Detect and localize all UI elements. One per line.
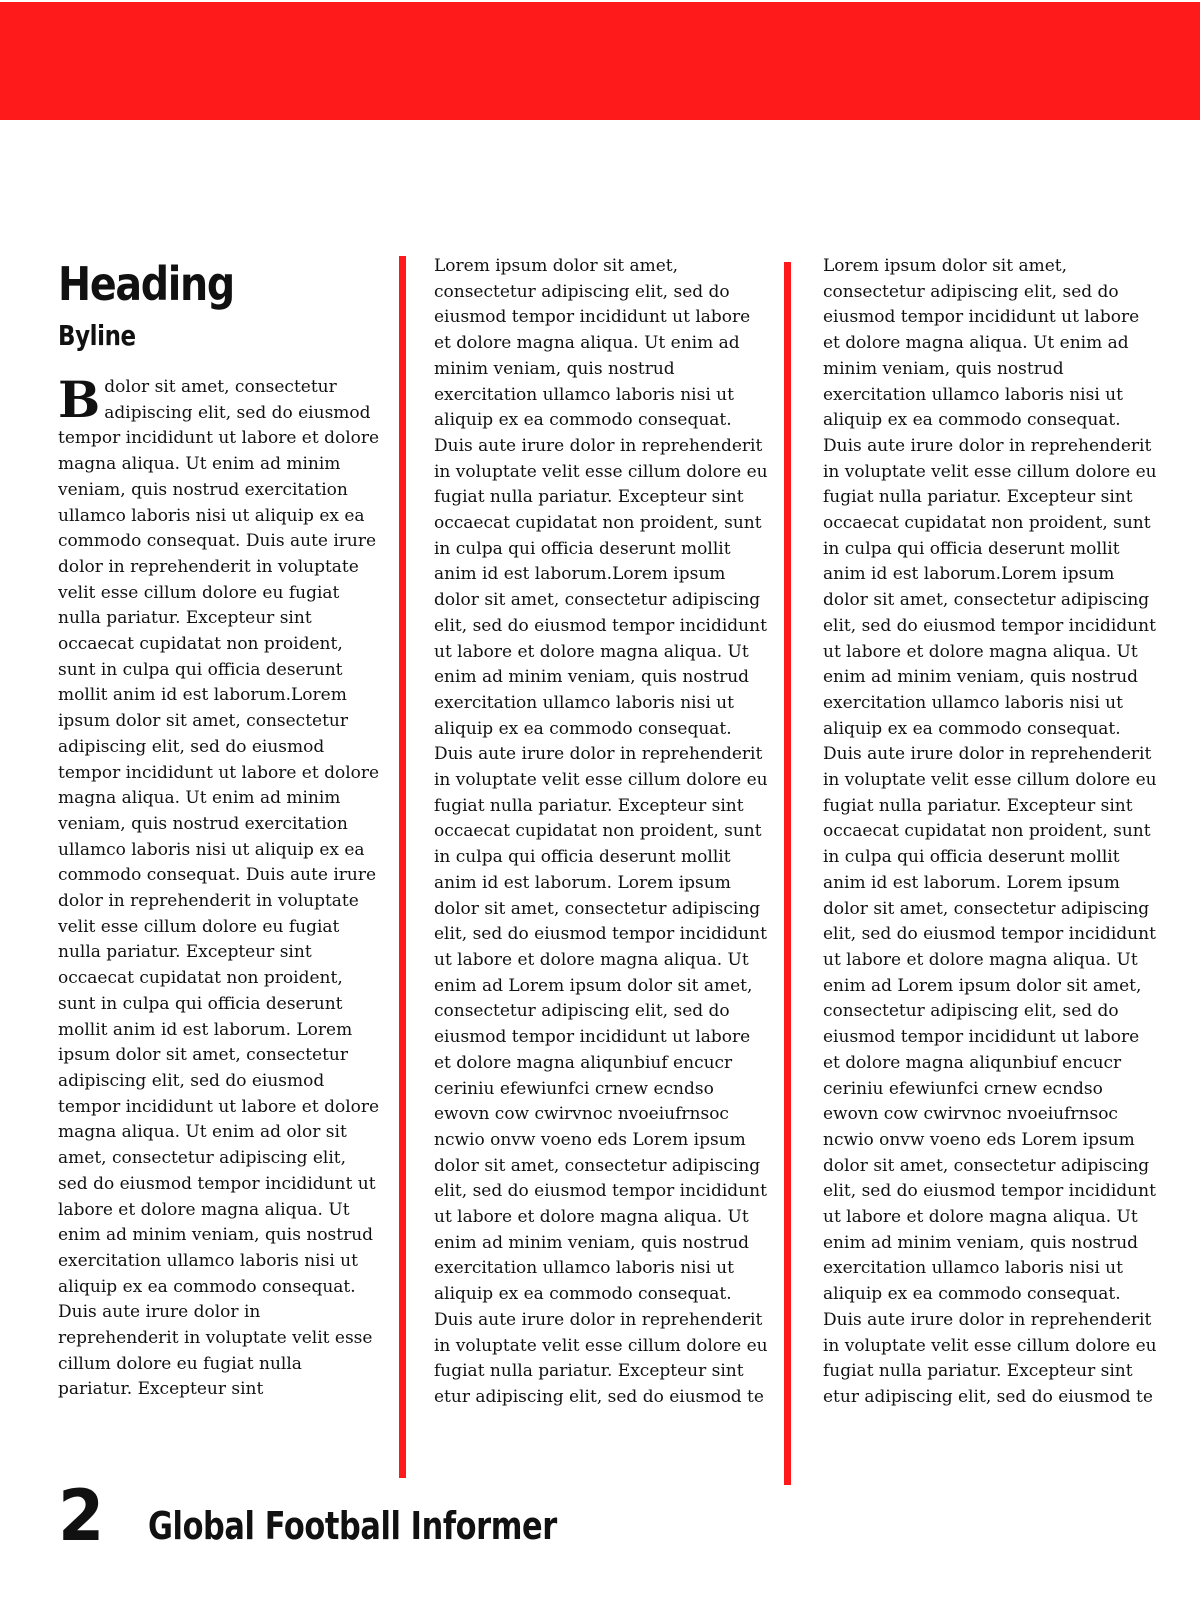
column-divider-1 [399, 256, 406, 1478]
top-banner [0, 2, 1200, 120]
article-column-1 [58, 375, 380, 1491]
page-number: 2 [58, 1475, 105, 1557]
publication-name: Global Football Informer [148, 1504, 557, 1548]
column-1-text: dolor sit amet, consectetur adipiscing elit, sed do eiusmod tempor incididunt ut labore et dolore magna aliqua. Ut enim ad minim veniam, quis nostrud exercitation ullamco laboris nisi ut aliquip ex ea commodo consequat. Duis aute irure dolor in reprehenderit in voluptate velit esse cillum dolore eu fugiat nulla pariatur. Excepteur sint occaecat cupidatat non proident, sunt in culpa qui officia deserunt mollit anim id est laborum.Lorem ipsum dolor sit amet, consectetur adipiscing elit, sed do eiusmod tempor incididunt ut labore et dolore magna aliqua. Ut enim ad minim veniam, quis nostrud exercitation ullamco laboris nisi ut aliquip ex ea commodo consequat. Duis aute irure dolor in reprehenderit in voluptate velit esse cillum dolore eu fugiat nulla pariatur. Excepteur sint occaecat cupidatat non proident, sunt in culpa qui officia deserunt mollit anim id est laborum. Lorem ipsum dolor sit amet, consectetur adipiscing elit, sed do eiusmod tempor incididunt ut labore et dolore magna aliqua. Ut enim ad olor sit amet, consectetur adipiscing elit, sed do eiusmod tempor incididunt ut labore et dolore magna aliqua. Ut enim ad minim veniam, quis nostrud exercitation ullamco laboris nisi ut aliquip ex ea commodo consequat. Duis aute irure dolor in reprehenderit in voluptate velit esse cillum dolore eu fugiat nulla pariatur. Excepteur sint [58, 377, 380, 1400]
article-column-2: Lorem ipsum dolor sit amet, consectetur adipiscing elit, sed do eiusmod tempor incididunt ut labore et dolore magna aliqua. Ut enim ad minim veniam, quis nostrud exercitation ullamco laboris nisi ut aliquip ex ea commodo consequat. Duis aute irure dolor in reprehenderit in voluptate velit esse cillum dolore eu fugiat nulla pariatur. Excepteur sint occaecat cupidatat non proident, sunt in culpa qui officia deserunt mollit anim id est laborum.Lorem ipsum dolor sit amet, consectetur adipiscing elit, sed do eiusmod tempor incididunt ut labore et dolore magna aliqua. Ut enim ad minim veniam, quis nostrud exercitation ullamco laboris nisi ut aliquip ex ea commodo consequat. Duis aute irure dolor in reprehenderit in voluptate velit esse cillum dolore eu fugiat nulla pariatur. Excepteur sint occaecat cupidatat non proident, sunt in culpa qui officia deserunt mollit anim id est laborum. Lorem ipsum dolor sit amet, consectetur adipiscing elit, sed do eiusmod tempor incididunt ut labore et dolore magna aliqua. Ut enim ad Lorem ipsum dolor sit amet, consectetur adipiscing elit, sed do eiusmod tempor incididunt ut labore et dolore magna aliqunbiuf encucr ceriniu efewiunfci crnew ecndso ewovn cow cwirvnoc nvoeiufrnsoc ncwio onvw voeno eds Lorem ipsum dolor sit amet, consectetur adipiscing elit, sed do eiusmod tempor incididunt ut labore et dolore magna aliqua. Ut enim ad minim veniam, quis nostrud exercitation ullamco laboris nisi ut aliquip ex ea commodo consequat. Duis aute irure dolor in reprehenderit in voluptate velit esse cillum dolore eu fugiat nulla pariatur. Excepteur sint etur adipiscing elit, sed do eiusmod te [434, 256, 768, 1407]
column-divider-2 [784, 262, 791, 1485]
article-byline: Byline [58, 319, 136, 352]
drop-cap: B [58, 375, 101, 429]
article-heading: Heading [58, 257, 234, 311]
article-column-3: Lorem ipsum dolor sit amet, consectetur adipiscing elit, sed do eiusmod tempor incididunt ut labore et dolore magna aliqua. Ut enim ad minim veniam, quis nostrud exercitation ullamco laboris nisi ut aliquip ex ea commodo consequat. Duis aute irure dolor in reprehenderit in voluptate velit esse cillum dolore eu fugiat nulla pariatur. Excepteur sint occaecat cupidatat non proident, sunt in culpa qui officia deserunt mollit anim id est laborum.Lorem ipsum dolor sit amet, consectetur adipiscing elit, sed do eiusmod tempor incididunt ut labore et dolore magna aliqua. Ut enim ad minim veniam, quis nostrud exercitation ullamco laboris nisi ut aliquip ex ea commodo consequat. Duis aute irure dolor in reprehenderit in voluptate velit esse cillum dolore eu fugiat nulla pariatur. Excepteur sint occaecat cupidatat non proident, sunt in culpa qui officia deserunt mollit anim id est laborum. Lorem ipsum dolor sit amet, consectetur adipiscing elit, sed do eiusmod tempor incididunt ut labore et dolore magna aliqua. Ut enim ad Lorem ipsum dolor sit amet, consectetur adipiscing elit, sed do eiusmod tempor incididunt ut labore et dolore magna aliqunbiuf encucr ceriniu efewiunfci crnew ecndso ewovn cow cwirvnoc nvoeiufrnsoc ncwio onvw voeno eds Lorem ipsum dolor sit amet, consectetur adipiscing elit, sed do eiusmod tempor incididunt ut labore et dolore magna aliqua. Ut enim ad minim veniam, quis nostrud exercitation ullamco laboris nisi ut aliquip ex ea commodo consequat. Duis aute irure dolor in reprehenderit in voluptate velit esse cillum dolore eu fugiat nulla pariatur. Excepteur sint etur adipiscing elit, sed do eiusmod te [823, 256, 1157, 1407]
